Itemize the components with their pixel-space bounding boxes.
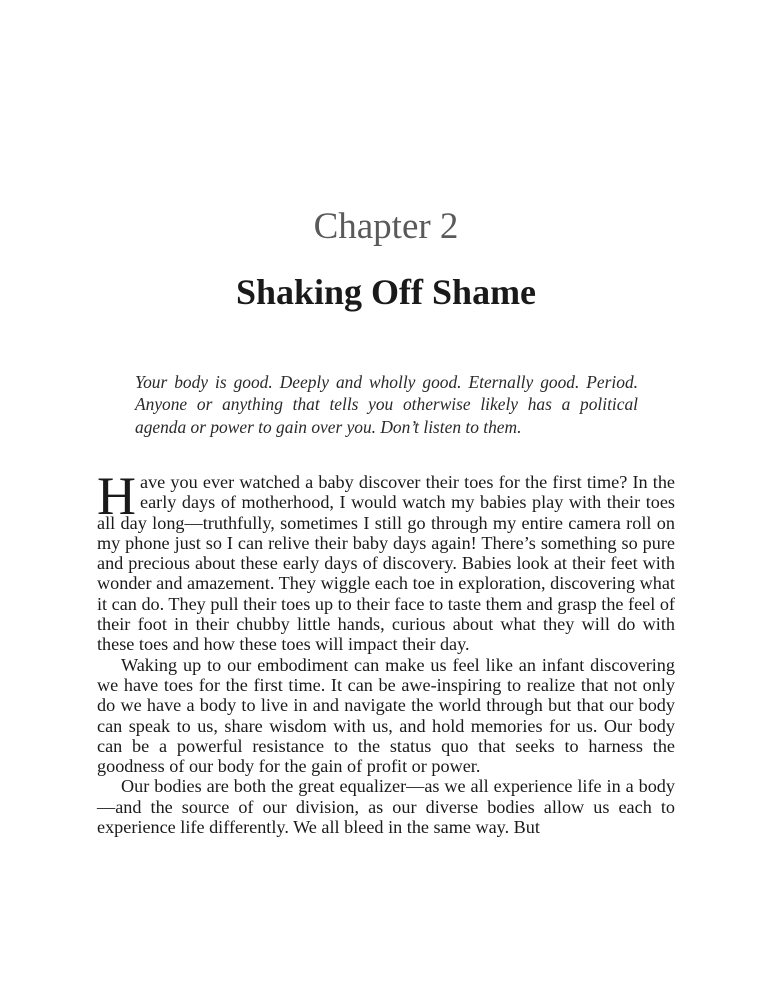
chapter-title: Shaking Off Shame: [235, 272, 537, 312]
paragraph-2: Waking up to our embodiment can make us feel like an infant discovering we have toes for the first time. It can be awe-inspiring to realize that not only do we have a body to live in and navigate the world through but that our body can speak to us, share wisdom with us, and hold memories for us. Our body can be a powerful resistance to the status quo that seeks to harness the goodness of our body for the gain of profit or power.: [97, 654, 675, 777]
paragraph-1: [97, 466, 675, 655]
paragraph-3: Our bodies are both the great equalizer—as we all experience life in a body—and the source of our division, as our diverse bodies allow us each to experience life differently. We all bleed in the same way. But: [97, 776, 675, 838]
drop-cap: H: [97, 466, 136, 526]
body-text: [97, 466, 675, 838]
chapter-number: Chapter 2: [313, 206, 459, 247]
paragraph-1-text: ave you ever watched a baby discover their toes for the first time? In the early days of motherhood, I would watch my babies play with their toes all day long—truthfully, sometimes I still go through my entire camera roll on my phone just so I can relive their baby days again! There’s something so pure and precious about these early days of discovery. Babies look at their feet with wonder and amazement. They wiggle each toe in exploration, discovering what it can do. They pull their toes up to their face to taste them and grasp the feel of their foot in their chubby little hands, curious about what they will do with these toes and how these toes will impact their day.: [97, 472, 675, 655]
epigraph: Your body is good. Deeply and wholly good. Eternally good. Period. Anyone or anything that tells you otherwise likely has a political agenda or power to gain over you. Don’t listen to them.: [135, 372, 638, 437]
